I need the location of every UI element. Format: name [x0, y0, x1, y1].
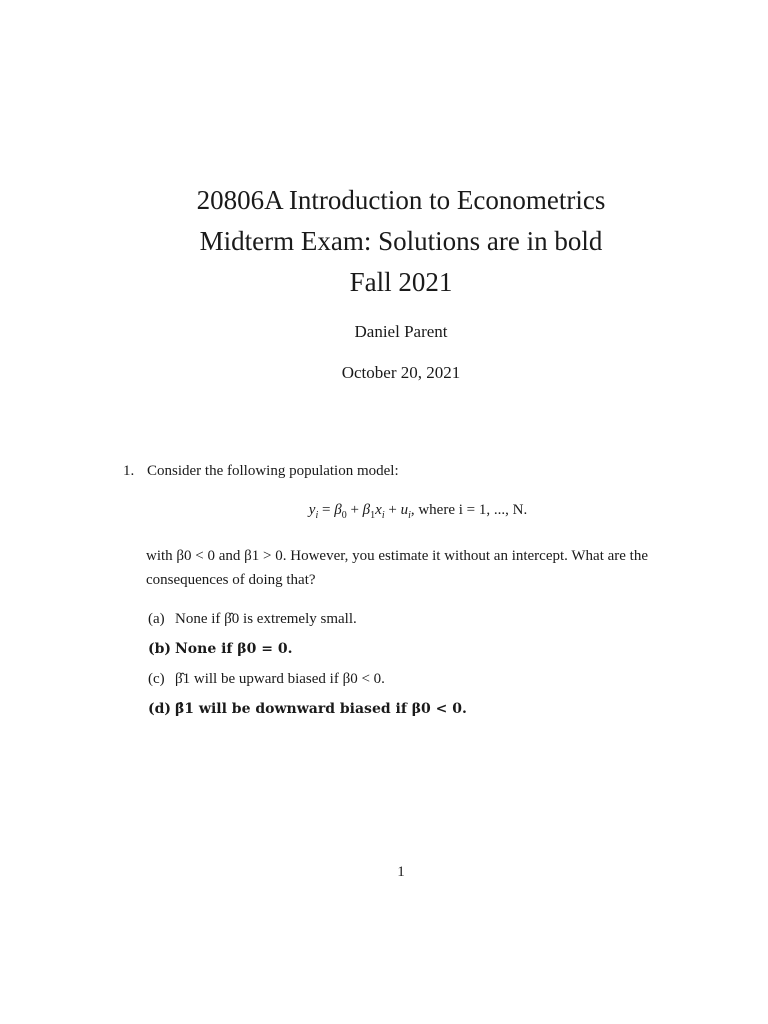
exam-title: Midterm Exam: Solutions are in bold	[199, 226, 603, 256]
question-1-header	[123, 459, 663, 483]
equation-tail: , where i = 1, ..., N.	[410, 502, 528, 518]
population-model-equation: $y_i = \beta_0 + \beta_1x_i + u_i$, where i = 1, ..., N.	[308, 502, 528, 521]
page-number: 1	[397, 864, 405, 880]
option-c	[148, 666, 688, 696]
question-prompt: Consider the following population model:	[147, 463, 399, 479]
option-text: None if β0 = 0.	[175, 641, 293, 657]
option-label: (c)	[148, 671, 165, 687]
course-title: 20806A Introduction to Econometrics	[196, 185, 606, 215]
title-block	[0, 180, 768, 303]
date: October 20, 2021	[341, 363, 461, 382]
option-text: β̂1 will be upward biased if β0 < 0.	[175, 671, 385, 687]
option-b-correct	[148, 636, 688, 666]
question-body: with β0 < 0 and β1 > 0. However, you estimate it without an intercept. What are the consequences of doing that?	[146, 548, 649, 588]
option-text: None if β̂0 is extremely small.	[175, 611, 357, 627]
option-label: (b)	[148, 641, 172, 657]
option-a	[148, 606, 688, 636]
option-text: β̂1 will be downward biased if β0 < 0.	[175, 701, 467, 717]
option-label: (a)	[148, 611, 165, 627]
answer-options	[148, 606, 688, 726]
term-title: Fall 2021	[349, 267, 453, 297]
option-label: (d)	[148, 701, 172, 717]
author: Daniel Parent	[354, 322, 448, 341]
question-number: 1.	[123, 463, 135, 479]
option-d-correct	[148, 696, 688, 726]
